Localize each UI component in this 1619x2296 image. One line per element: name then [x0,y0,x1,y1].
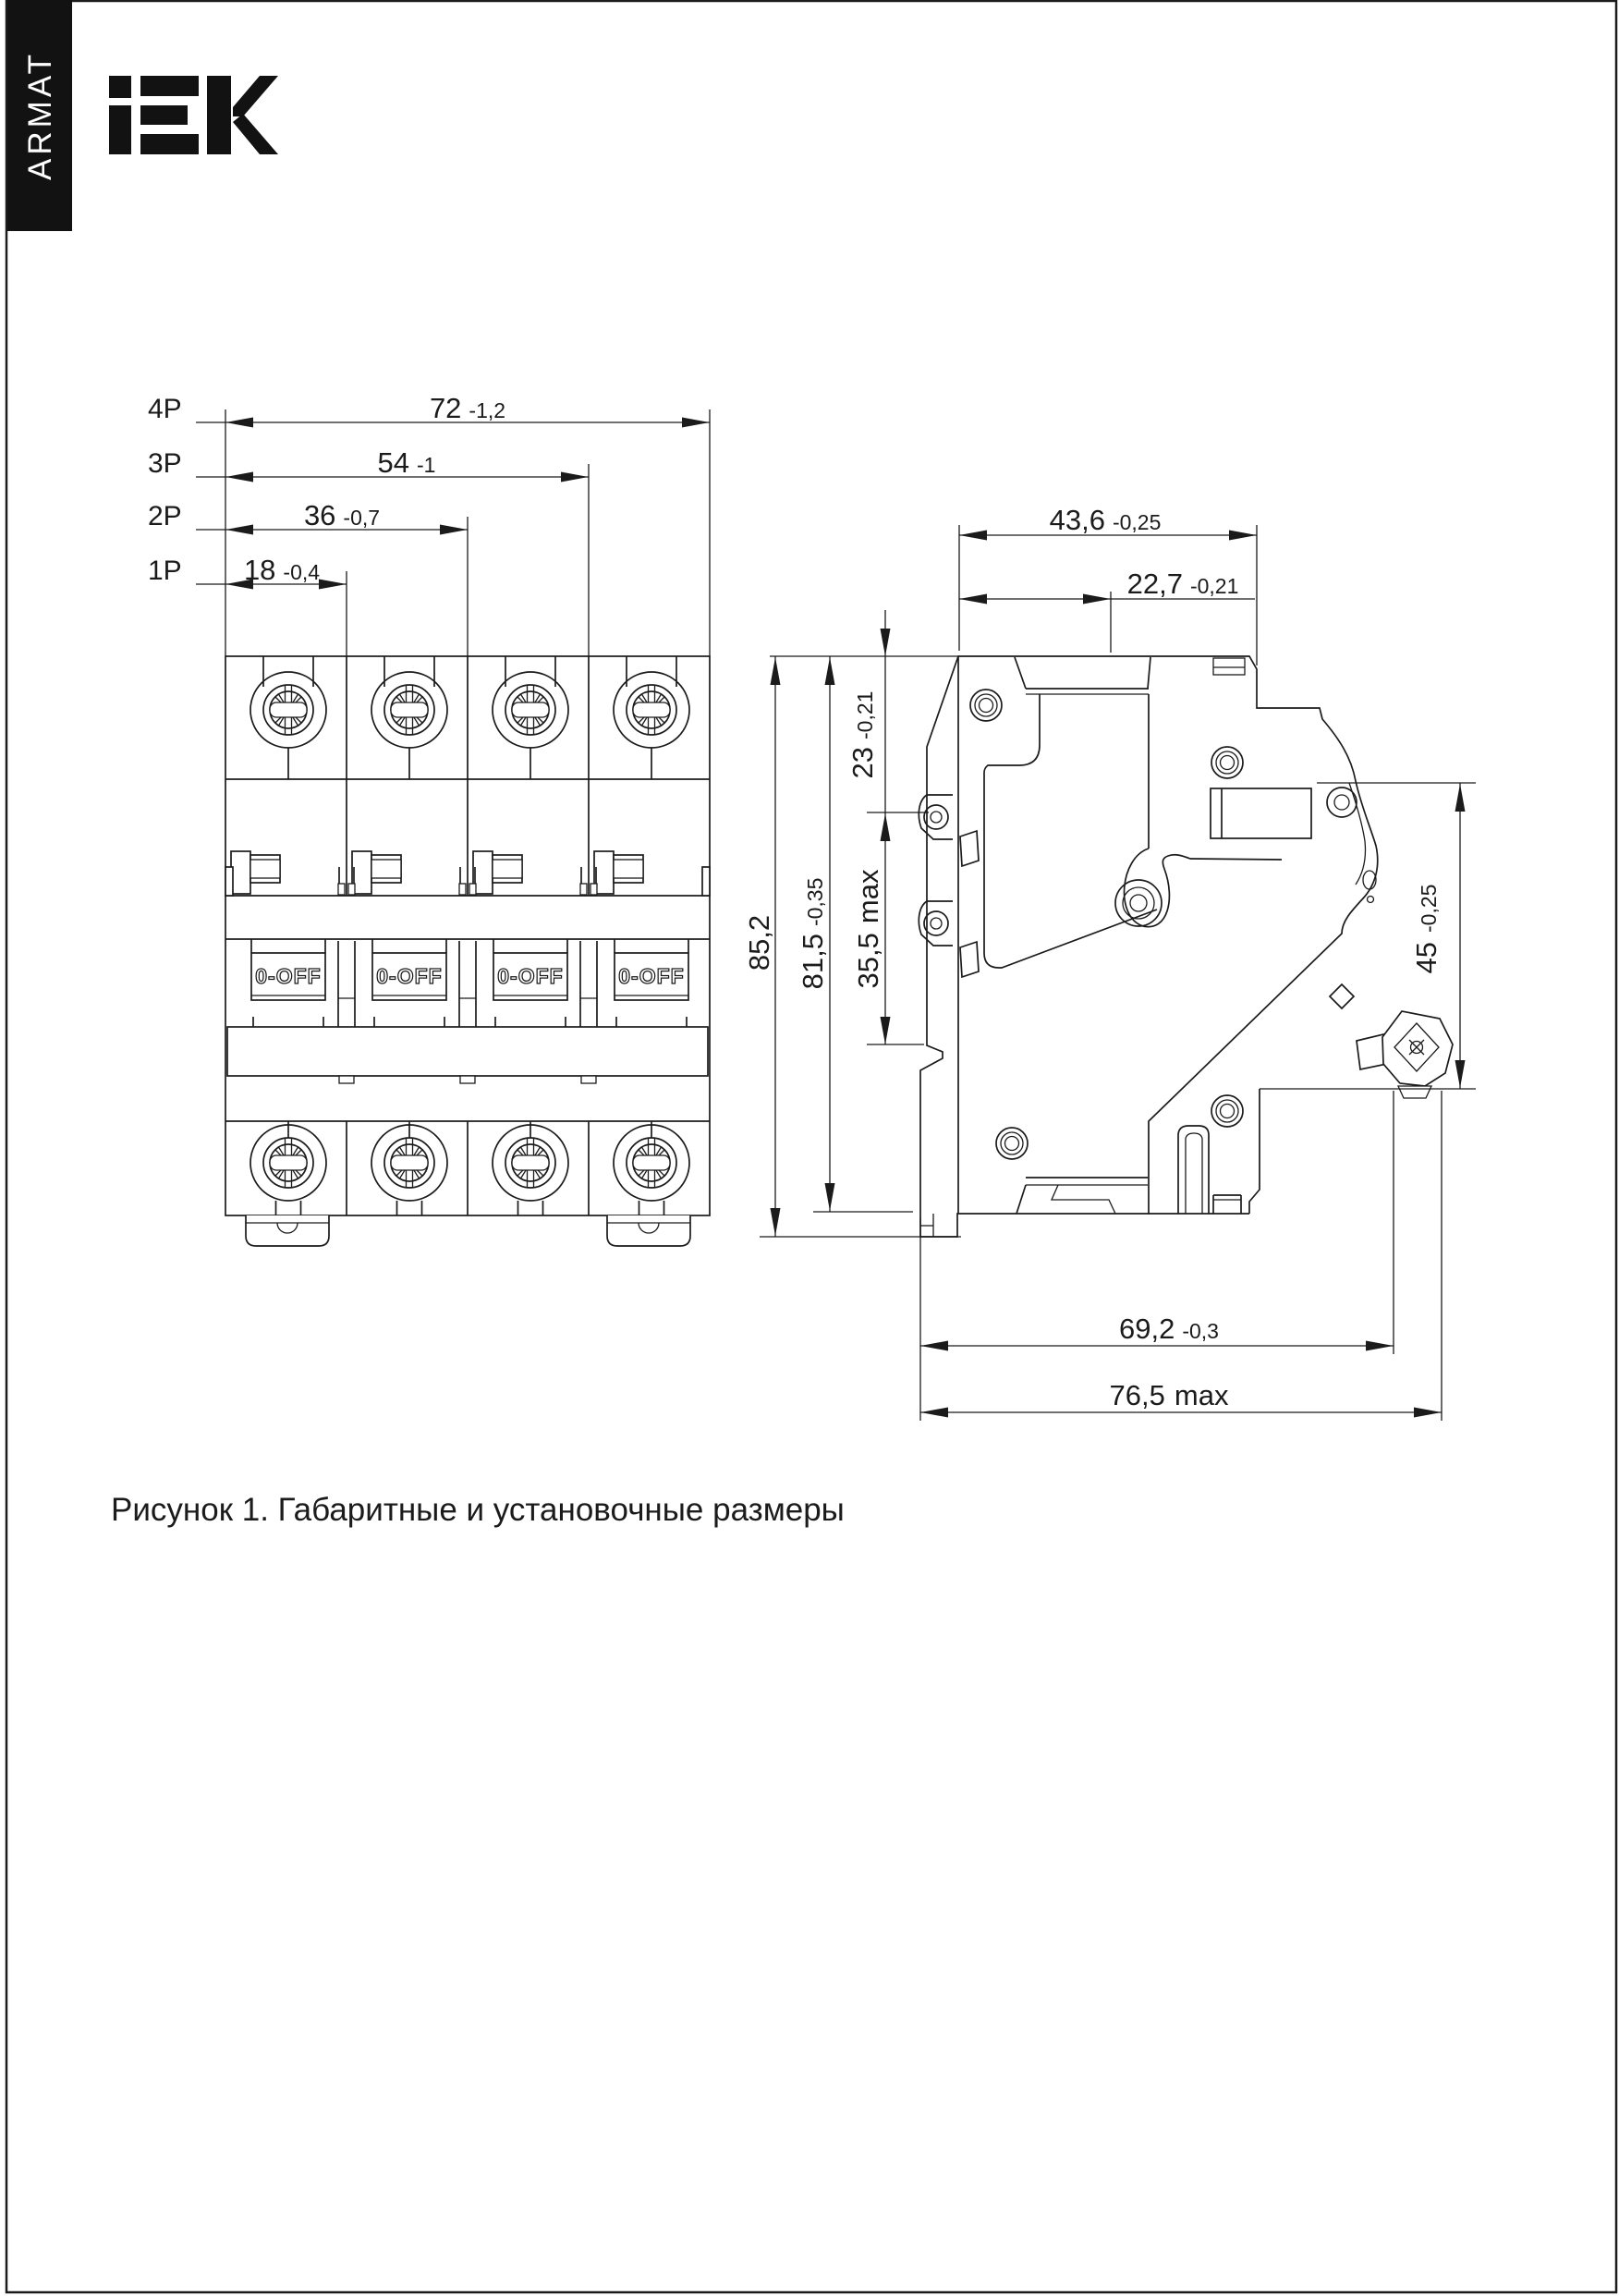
toggle-label: 0-OFF [497,964,564,988]
dim-width-4p: 72 -1,2 [429,392,506,424]
toggle-label: 0-OFF [255,964,322,988]
dim-top-section: 23-0,21 [846,690,879,779]
dim-height-total: 85,2 [743,914,775,971]
pole-label-1p: 1P [148,556,182,586]
pole-label-3p: 3P [148,448,182,479]
dim-base-width: 69,2 -0,3 [1119,1313,1219,1345]
dim-depth-front: 22,7 -0,21 [1126,568,1239,600]
toggle-label: 0-OFF [618,964,685,988]
dim-front-protrusion: 35,5max [852,869,884,989]
pole-label-4p: 4P [148,394,182,424]
dim-height-body: 81,5-0,35 [797,877,829,990]
dim-din-recess: 45-0,25 [1410,884,1442,974]
din-clip-left [246,1215,329,1246]
series-sidebar [7,0,72,231]
dim-depth-total: 43,6 -0,25 [1049,504,1162,536]
pole-label-2p: 2P [148,501,182,531]
series-label: ARMAT [22,51,58,180]
din-clip-right [607,1215,690,1246]
toggle-label: 0-OFF [376,964,443,988]
front-view-dimensions [148,392,710,656]
din-latch [1357,1011,1453,1098]
dim-width-2p: 36 -0,7 [303,499,381,531]
figure-caption: Рисунок 1. Габаритные и установочные размеры [111,1492,845,1528]
iek-logo [109,76,278,154]
toggle-bar [227,1027,708,1083]
dim-width-3p: 54 -1 [377,446,436,479]
dim-width-1p: 18 -0,4 [243,554,321,586]
dim-base-width-max: 76,5 max [1109,1379,1229,1411]
front-view [225,656,710,1246]
